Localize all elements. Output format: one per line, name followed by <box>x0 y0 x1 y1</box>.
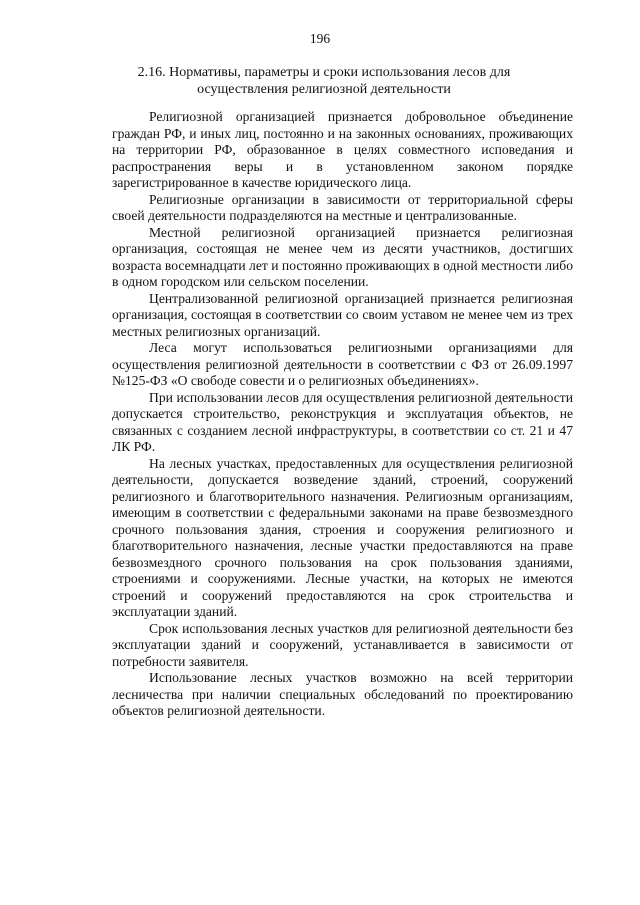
paragraph-religious-organization-definition: Религиозной организацией признается добровольное объединение граждан РФ, и иных лиц, постоянно и на законных основаниях, проживающих на территории РФ, образованное в целях совместного исповедания и распространения веры и в установленном законом порядке зарегистрированное в качестве юридического лица. <box>112 109 573 190</box>
section-heading: 2.16. Нормативы, параметры и сроки использования лесов для осуществления религиозной деятельности <box>137 65 511 97</box>
paragraph-construction-permitted: При использовании лесов для осуществления религиозной деятельности допускается строительство, реконструкция и эксплуатация объектов, не связанных с созданием лесной инфраструктуры, в соответствии со ст. 21 и 47 ЛК РФ. <box>112 389 573 454</box>
paragraph-local-organization: Местной религиозной организацией признается религиозная организация, состоящая не менее чем из десяти участников, достигших возраста восемнадцати лет и постоянно проживающих в одной местности либо в одном городском или сельском поселении. <box>112 224 573 289</box>
section-body <box>112 109 573 720</box>
paragraph-forest-use-law: Леса могут использоваться религиозными организациями для осуществления религиозной деятельности в соответствии с ФЗ от 26.09.1997 №125-ФЗ «О свободе совести и о религиозных объединениях». <box>112 340 573 388</box>
page-number: 196 <box>309 31 331 46</box>
paragraph-organization-types: Религиозные организации в зависимости от территориальной сферы своей деятельности подразделяются на местные и централизованные. <box>112 191 573 223</box>
paragraph-use-term: Срок использования лесных участков для религиозной деятельности без эксплуатации зданий и сооружений, устанавливается в зависимости от потребности заявителя. <box>112 620 573 669</box>
paragraph-territory: Использование лесных участков возможно на всей территории лесничества при наличии специальных обследований по проектированию объектов религиозной деятельности. <box>112 670 573 718</box>
paragraph-centralized-organization: Централизованной религиозной организацией признается религиозная организация, состоящая в соответствии со своим уставом не менее чем из трех местных религиозных организаций. <box>112 290 573 339</box>
paragraph-buildings-on-plots: На лесных участках, предоставленных для осуществления религиозной деятельности, допускается возведение зданий, строений, сооружений религиозного и благотворительного назначения. Религиозным организациям, имеющим в соответствии с федеральными законами на праве безвозмездного срочного пользования здания, строения и сооружения религиозного и благотворительного назначения, лесные участки предоставляются на праве безвозмездного срочного пользования на срок пользования зданиями, строениями и сооружениями. Лесные участки, на которых не имеются строений и сооружений предоставляются на срок строительства и эксплуатации зданий. <box>112 455 573 619</box>
